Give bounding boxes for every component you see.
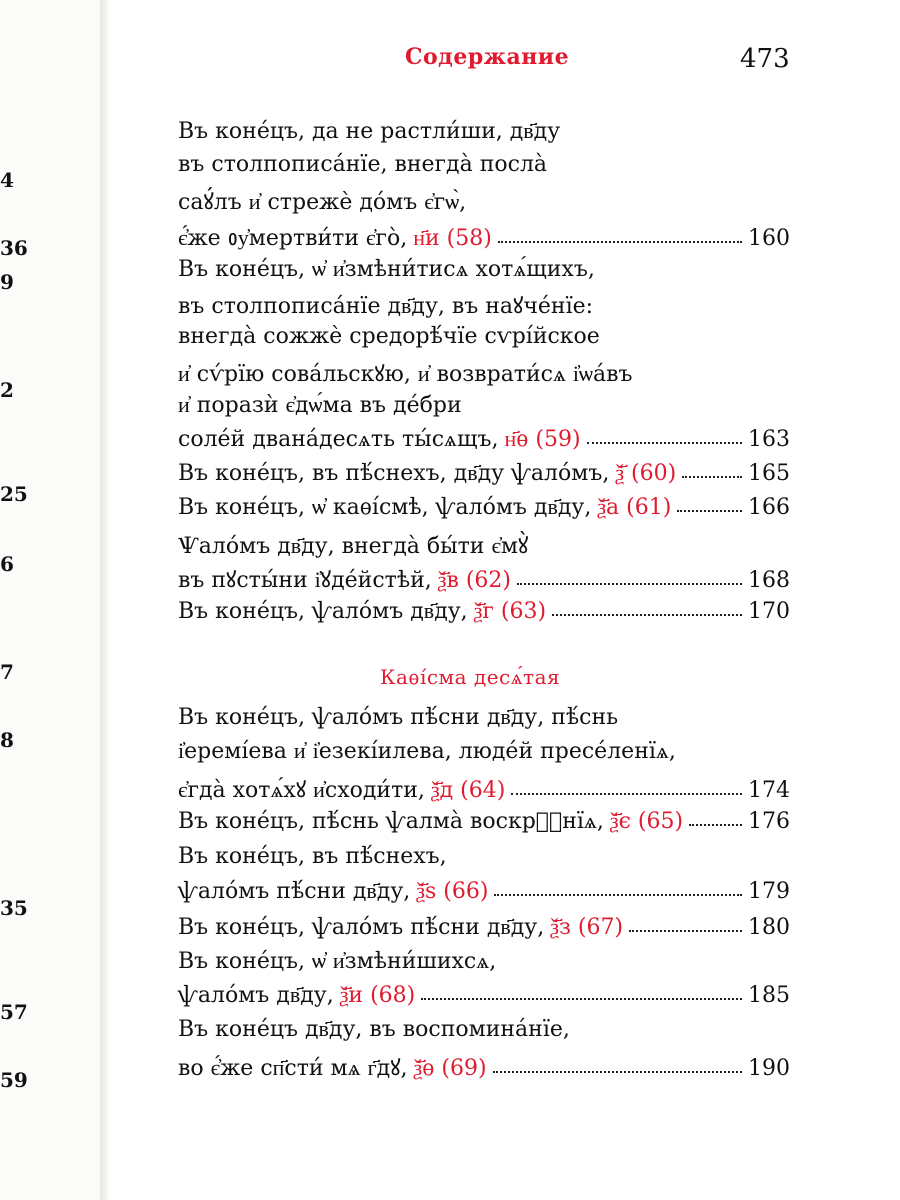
dot-leader <box>498 237 742 243</box>
facing-page-number: 8 <box>0 728 14 752</box>
dot-leader <box>677 506 742 512</box>
toc-entry <box>178 1016 790 1050</box>
psalm-number: н҃и (58) <box>413 226 492 251</box>
toc-entry <box>178 1052 790 1086</box>
facing-page-number: 2 <box>0 378 14 402</box>
toc-entry <box>178 152 790 186</box>
facing-page-number: 4 <box>0 168 14 192</box>
toc-page-number: 160 <box>748 226 790 251</box>
toc-entry-title: Въ коне́цъ, ѱало́мъ пѣ́сни дв҃ду, <box>178 915 545 940</box>
toc-entry-title: є҆́же ᲂу҆мертви́ти є҆го̀, <box>178 226 408 251</box>
toc-entry-title: саꙋ́лъ и҆ стрежѐ до́мъ є҆гѡ̀, <box>178 190 467 215</box>
toc-entry-title: Въ коне́цъ, пѣ́снь ѱалма̀ воскрⷭ҇нїѧ, <box>178 809 604 834</box>
book-gutter <box>100 0 110 1200</box>
toc-entry <box>178 982 790 1016</box>
dot-leader <box>421 994 742 1000</box>
section-heading: Каѳі́сма десѧ́тая <box>380 665 561 689</box>
toc-page-number: 165 <box>748 461 790 486</box>
toc-entry-title: і҆еремі́ева и҆ і҆езекі́илева, люде́й пресе́ленїѧ, <box>178 739 676 764</box>
toc-entry-title: ѱало́мъ дв҃ду, <box>178 983 334 1008</box>
toc-entry <box>178 598 790 632</box>
toc-page-number: 180 <box>748 915 790 940</box>
toc-entry-title: въ столпописа́нїе дв҃ду, въ наꙋче́нїе: <box>178 294 594 319</box>
toc-entry <box>178 290 790 324</box>
toc-entry <box>178 358 790 392</box>
toc-entry <box>178 878 790 912</box>
toc-entry-title: соле́й двана́десѧть ты́сѧщъ, <box>178 427 499 452</box>
toc-page-number: 163 <box>748 427 790 452</box>
facing-page-number: 25 <box>0 482 28 506</box>
toc-entry <box>178 774 790 808</box>
psalm-number: ѯ҃ѕ (66) <box>416 879 489 904</box>
dot-leader <box>587 438 742 444</box>
facing-page-number: 57 <box>0 1000 28 1024</box>
toc-entry <box>178 324 790 358</box>
psalm-number: ѯ҃є (65) <box>609 809 684 834</box>
psalm-number: ѯ҃а (61) <box>597 495 672 520</box>
toc-entry-title: Въ коне́цъ, ѡ҆ и҆змѣни́шихсѧ, <box>178 949 497 974</box>
toc-entry-title: во є҆́же сп҃сти́ мѧ г҃дꙋ, <box>178 1056 408 1081</box>
toc-entry-title: є҆гда̀ хотѧ́хꙋ и҆сходи́ти, <box>178 778 425 803</box>
toc-entry-title: Въ коне́цъ дв҃ду, въ воспомина́нїе, <box>178 1017 570 1042</box>
psalm-number: ѯ҃г (63) <box>473 599 547 624</box>
toc-entry <box>178 948 790 982</box>
toc-entry-title: Въ коне́цъ, ѡ҆ каѳі́смѣ, ѱало́мъ дв҃ду, <box>178 495 592 520</box>
toc-entry <box>178 426 790 460</box>
toc-entry <box>178 844 790 878</box>
toc-entry <box>178 186 790 220</box>
toc-entry <box>178 494 790 528</box>
toc-page-number: 170 <box>748 599 790 624</box>
toc-entry-title: внегда̀ сожжѐ средорѣ́чїе сѵрі́йское <box>178 324 600 349</box>
psalm-number: ѯ҃и (68) <box>339 983 416 1008</box>
toc-entry <box>178 222 790 256</box>
facing-page-edge <box>0 0 100 1200</box>
toc-entry-title: Въ коне́цъ, да не растли́ши, дв҃ду <box>178 119 561 144</box>
dot-leader <box>494 890 742 896</box>
toc-entry-title: въ пꙋсты́ни і҆ꙋде́йстѣй, <box>178 568 432 593</box>
toc-entry <box>178 808 790 842</box>
toc-page-number: 179 <box>748 879 790 904</box>
toc-entry <box>178 256 790 290</box>
toc-entry-title: въ столпописа́нїе, внегда̀ посла̀ <box>178 152 548 177</box>
toc-entry <box>178 460 790 494</box>
dot-leader <box>689 820 742 826</box>
toc-entry <box>178 392 790 426</box>
toc-entry <box>178 704 790 738</box>
psalm-number: ѯ҃ (60) <box>615 461 677 486</box>
facing-page-number: 6 <box>0 552 14 576</box>
toc-entry-title: Въ коне́цъ, въ пѣ́снехъ, <box>178 844 447 869</box>
toc-entry-title: Ѱало́мъ дв҃ду, внегда̀ бы́ти є҆мꙋ̀ <box>178 534 529 559</box>
toc-entry-title: Въ коне́цъ, ѡ҆ и҆змѣни́тисѧ хотѧ́щихъ, <box>178 257 595 282</box>
toc-entry <box>178 914 790 948</box>
toc-entry-title: Въ коне́цъ, ѱало́мъ пѣ́сни дв҃ду, пѣ́снь <box>178 705 619 730</box>
dot-leader <box>493 1067 742 1073</box>
page-number: 473 <box>740 44 790 74</box>
toc-page-number: 176 <box>748 809 790 834</box>
facing-page-number: 7 <box>0 660 14 684</box>
toc-entry-title: и҆ сѵ́рїю сова́льскꙋю, и҆ возврати́сѧ і҆ѡа́въ <box>178 362 633 387</box>
toc-entry-title: Въ коне́цъ, въ пѣ́снехъ, дв҃ду ѱало́мъ, <box>178 461 610 486</box>
psalm-number: ѯ҃ѳ (69) <box>413 1056 487 1081</box>
toc-page-number: 166 <box>748 495 790 520</box>
toc-entry-title: ѱало́мъ пѣ́сни дв҃ду, <box>178 879 411 904</box>
page-title: Содержание <box>405 44 570 70</box>
toc-entry <box>178 118 790 152</box>
psalm-number: ѯ҃з (67) <box>550 915 624 940</box>
dot-leader <box>552 610 742 616</box>
dot-leader <box>629 926 742 932</box>
toc-page-number: 185 <box>748 983 790 1008</box>
toc-entry <box>178 564 790 598</box>
toc-entry <box>178 738 790 772</box>
toc-entry-title: Въ коне́цъ, ѱало́мъ дв҃ду, <box>178 599 468 624</box>
toc-entry <box>178 530 790 564</box>
dot-leader <box>517 579 742 585</box>
dot-leader <box>511 789 742 795</box>
toc-entry-title: и҆ поразѝ є҆дѡ́ма въ де́бри <box>178 393 462 418</box>
facing-page-number: 35 <box>0 896 28 920</box>
toc-page-number: 190 <box>748 1056 790 1081</box>
facing-page-number: 9 <box>0 270 14 294</box>
psalm-number: н҃ѳ (59) <box>504 427 581 452</box>
facing-page-number: 59 <box>0 1068 28 1092</box>
toc-page-number: 168 <box>748 568 790 593</box>
dot-leader <box>682 472 742 478</box>
psalm-number: ѯ҃в (62) <box>437 568 511 593</box>
psalm-number: ѯ҃д (64) <box>430 778 506 803</box>
facing-page-number: 36 <box>0 236 28 260</box>
toc-page-number: 174 <box>748 778 790 803</box>
